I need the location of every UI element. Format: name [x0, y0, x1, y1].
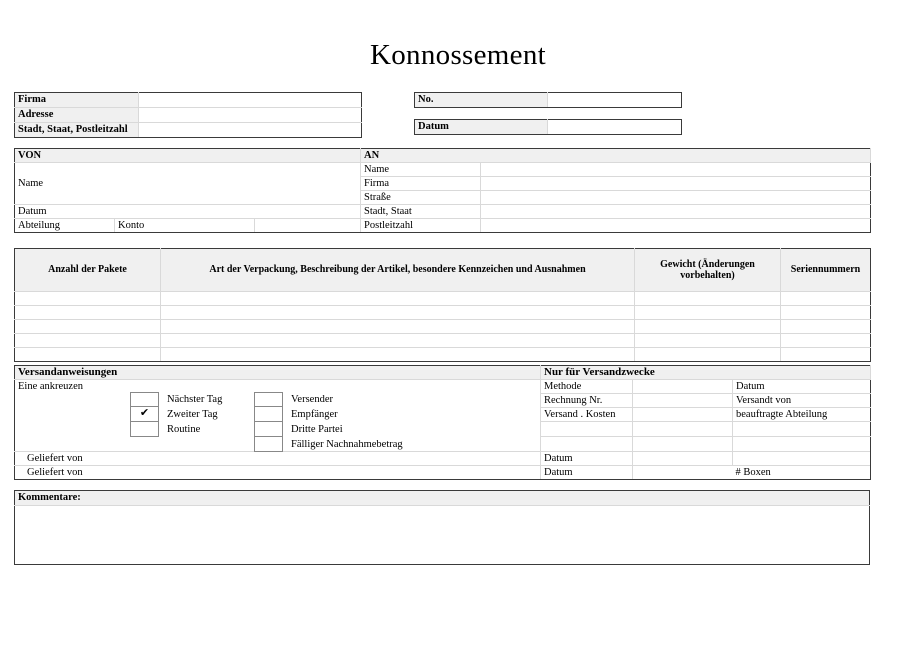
date-field-box [414, 119, 682, 135]
checkbox-label-routine: Routine [167, 424, 201, 435]
from-label-abteilung: Abteilung [15, 219, 115, 233]
shipping-instructions-section [14, 365, 870, 478]
checkbox-label-naechster-tag: Nächster Tag [167, 394, 223, 405]
table-row [15, 506, 870, 565]
items-cell-serial[interactable] [781, 334, 871, 348]
to-value-name[interactable] [481, 163, 871, 177]
number-input[interactable] [548, 93, 682, 108]
checkbox-routine[interactable] [130, 422, 159, 437]
from-header: VON [15, 149, 361, 163]
table-row [15, 334, 871, 348]
items-cell-weight[interactable] [635, 306, 781, 320]
checkbox-row-faelliger-nachnahmebetrag[interactable] [254, 437, 403, 452]
from-value-konto[interactable] [255, 219, 361, 233]
items-table [14, 248, 870, 351]
choose-one-label: Eine ankreuzen [18, 381, 84, 392]
table-row [415, 120, 682, 135]
use-label-versandt-von: Versandt von [733, 394, 871, 408]
items-cell-description[interactable] [161, 292, 635, 306]
table-row [15, 93, 362, 108]
checkbox-row-dritte-partei[interactable] [254, 422, 403, 437]
from-date-field[interactable] [15, 205, 361, 219]
company-value-stadt-staat-plz[interactable] [139, 123, 362, 138]
date-label: Datum [415, 120, 548, 135]
items-cell-packages[interactable] [15, 306, 161, 320]
table-row [15, 491, 870, 506]
table-row [15, 466, 871, 480]
company-value-firma[interactable] [139, 93, 362, 108]
table-row [415, 93, 682, 108]
use-label-versand-kosten: Versand . Kosten [541, 408, 633, 422]
table-row [15, 292, 871, 306]
delivered-by-label-2: Geliefert von [15, 466, 541, 480]
checkbox-empfaenger[interactable] [254, 407, 283, 422]
bottom-value-datum-2[interactable] [633, 466, 733, 480]
table-row [15, 219, 871, 233]
to-value-firma[interactable] [481, 177, 871, 191]
company-label-adresse: Adresse [15, 108, 139, 123]
items-cell-description[interactable] [161, 334, 635, 348]
items-header-description: Art der Verpackung, Beschreibung der Artikel, besondere Kennzeichen und Ausnahmen [161, 249, 635, 292]
use-value-methode[interactable] [633, 380, 733, 394]
company-label-firma: Firma [15, 93, 139, 108]
table-row [15, 348, 871, 362]
table-row [15, 205, 871, 219]
table-row [15, 163, 871, 177]
bottom-label-datum-1: Datum [541, 452, 633, 466]
bottom-extra-1 [733, 452, 871, 466]
items-cell-weight[interactable] [635, 320, 781, 334]
items-header-packages: Anzahl der Pakete [15, 249, 161, 292]
from-label-konto: Konto [115, 219, 255, 233]
checkbox-label-empfaenger: Empfänger [291, 409, 338, 420]
use-label-beauftragte-abteilung: beauftragte Abteilung [733, 408, 871, 422]
number-label: No. [415, 93, 548, 108]
shipping-instructions-header: Versandanweisungen [15, 366, 541, 380]
checkbox-row-routine[interactable] [130, 422, 222, 437]
items-header-serial: Seriennummern [781, 249, 871, 292]
items-cell-serial[interactable] [781, 320, 871, 334]
to-value-postleitzahl[interactable] [481, 219, 871, 233]
checkbox-label-zweiter-tag: Zweiter Tag [167, 409, 218, 420]
bottom-label-datum-2: Datum [541, 466, 633, 480]
checkbox-row-naechster-tag[interactable] [130, 392, 222, 407]
items-cell-serial[interactable] [781, 348, 871, 362]
use-spacer-2 [633, 437, 733, 452]
use-label-datum: Datum [733, 380, 871, 394]
from-name-field[interactable] [15, 163, 361, 205]
items-header-weight: Gewicht (Änderungen vorbehalten) [635, 249, 781, 292]
table-row [15, 123, 362, 138]
items-cell-packages[interactable] [15, 348, 161, 362]
checkbox-faelliger-nachnahmebetrag[interactable] [254, 437, 283, 452]
from-name-label: Name [18, 177, 44, 189]
company-value-adresse[interactable] [139, 108, 362, 123]
use-label-methode: Methode [541, 380, 633, 394]
checkbox-versender[interactable] [254, 392, 283, 407]
checkbox-naechster-tag[interactable] [130, 392, 159, 407]
to-label-name: Name [361, 163, 481, 177]
to-value-strasse[interactable] [481, 191, 871, 205]
delivered-by-label-1: Geliefert von [15, 452, 541, 466]
items-cell-packages[interactable] [15, 320, 161, 334]
table-header-row [15, 249, 871, 292]
table-row [15, 452, 871, 466]
checkbox-row-versender[interactable] [254, 392, 403, 407]
to-label-postleitzahl: Postleitzahl [361, 219, 481, 233]
comments-textarea[interactable] [15, 506, 870, 565]
to-header: AN [361, 149, 871, 163]
table-row [15, 366, 871, 380]
use-spacer-3 [733, 437, 871, 452]
checkbox-label-faelliger-nachnahmebetrag: Fälliger Nachnahmebetrag [291, 439, 403, 450]
to-value-stadt-staat[interactable] [481, 205, 871, 219]
speed-option-group [130, 392, 222, 437]
use-label-rechnung-nr: Rechnung Nr. [541, 394, 633, 408]
from-to-section [14, 148, 870, 233]
use-value-rechnung-nr[interactable] [633, 394, 733, 408]
comments-section [14, 490, 870, 565]
items-cell-packages[interactable] [15, 292, 161, 306]
to-label-stadt-staat: Stadt, Staat [361, 205, 481, 219]
shipping-use-only-header: Nur für Versandzwecke [541, 366, 871, 380]
from-date-label: Datum [18, 205, 47, 217]
items-cell-serial[interactable] [781, 292, 871, 306]
checkbox-label-versender: Versender [291, 394, 333, 405]
use-value-versandt-von[interactable] [633, 422, 733, 437]
use-value-beauftragte-abteilung[interactable] [733, 422, 871, 437]
items-cell-weight[interactable] [635, 334, 781, 348]
items-cell-serial[interactable] [781, 306, 871, 320]
items-cell-weight[interactable] [635, 292, 781, 306]
bottom-value-datum-1[interactable] [633, 452, 733, 466]
company-info-box [14, 92, 362, 134]
page-title: Konnossement [370, 39, 546, 71]
items-cell-description[interactable] [161, 320, 635, 334]
table-row [15, 149, 871, 163]
use-value-versand-kosten[interactable] [633, 408, 733, 422]
use-value-datum[interactable] [541, 422, 633, 437]
checkbox-row-zweiter-tag[interactable] [130, 407, 222, 422]
to-label-firma: Firma [361, 177, 481, 191]
checkbox-dritte-partei[interactable] [254, 422, 283, 437]
to-label-strasse: Straße [361, 191, 481, 205]
items-cell-description[interactable] [161, 348, 635, 362]
checkbox-label-dritte-partei: Dritte Partei [291, 424, 343, 435]
items-cell-packages[interactable] [15, 334, 161, 348]
table-row [15, 306, 871, 320]
checkbox-zweiter-tag[interactable]: ✔ [130, 407, 159, 422]
use-spacer-1 [541, 437, 633, 452]
checkbox-row-empfaenger[interactable] [254, 407, 403, 422]
table-row [15, 108, 362, 123]
comments-header: Kommentare: [15, 491, 870, 506]
payer-option-group [254, 392, 403, 452]
number-field-box [414, 92, 682, 108]
items-cell-weight[interactable] [635, 348, 781, 362]
date-input[interactable] [548, 120, 682, 135]
items-cell-description[interactable] [161, 306, 635, 320]
bottom-extra-2: # Boxen [733, 466, 871, 480]
company-label-stadt-staat-plz: Stadt, Staat, Postleitzahl [15, 123, 139, 138]
table-row [15, 320, 871, 334]
